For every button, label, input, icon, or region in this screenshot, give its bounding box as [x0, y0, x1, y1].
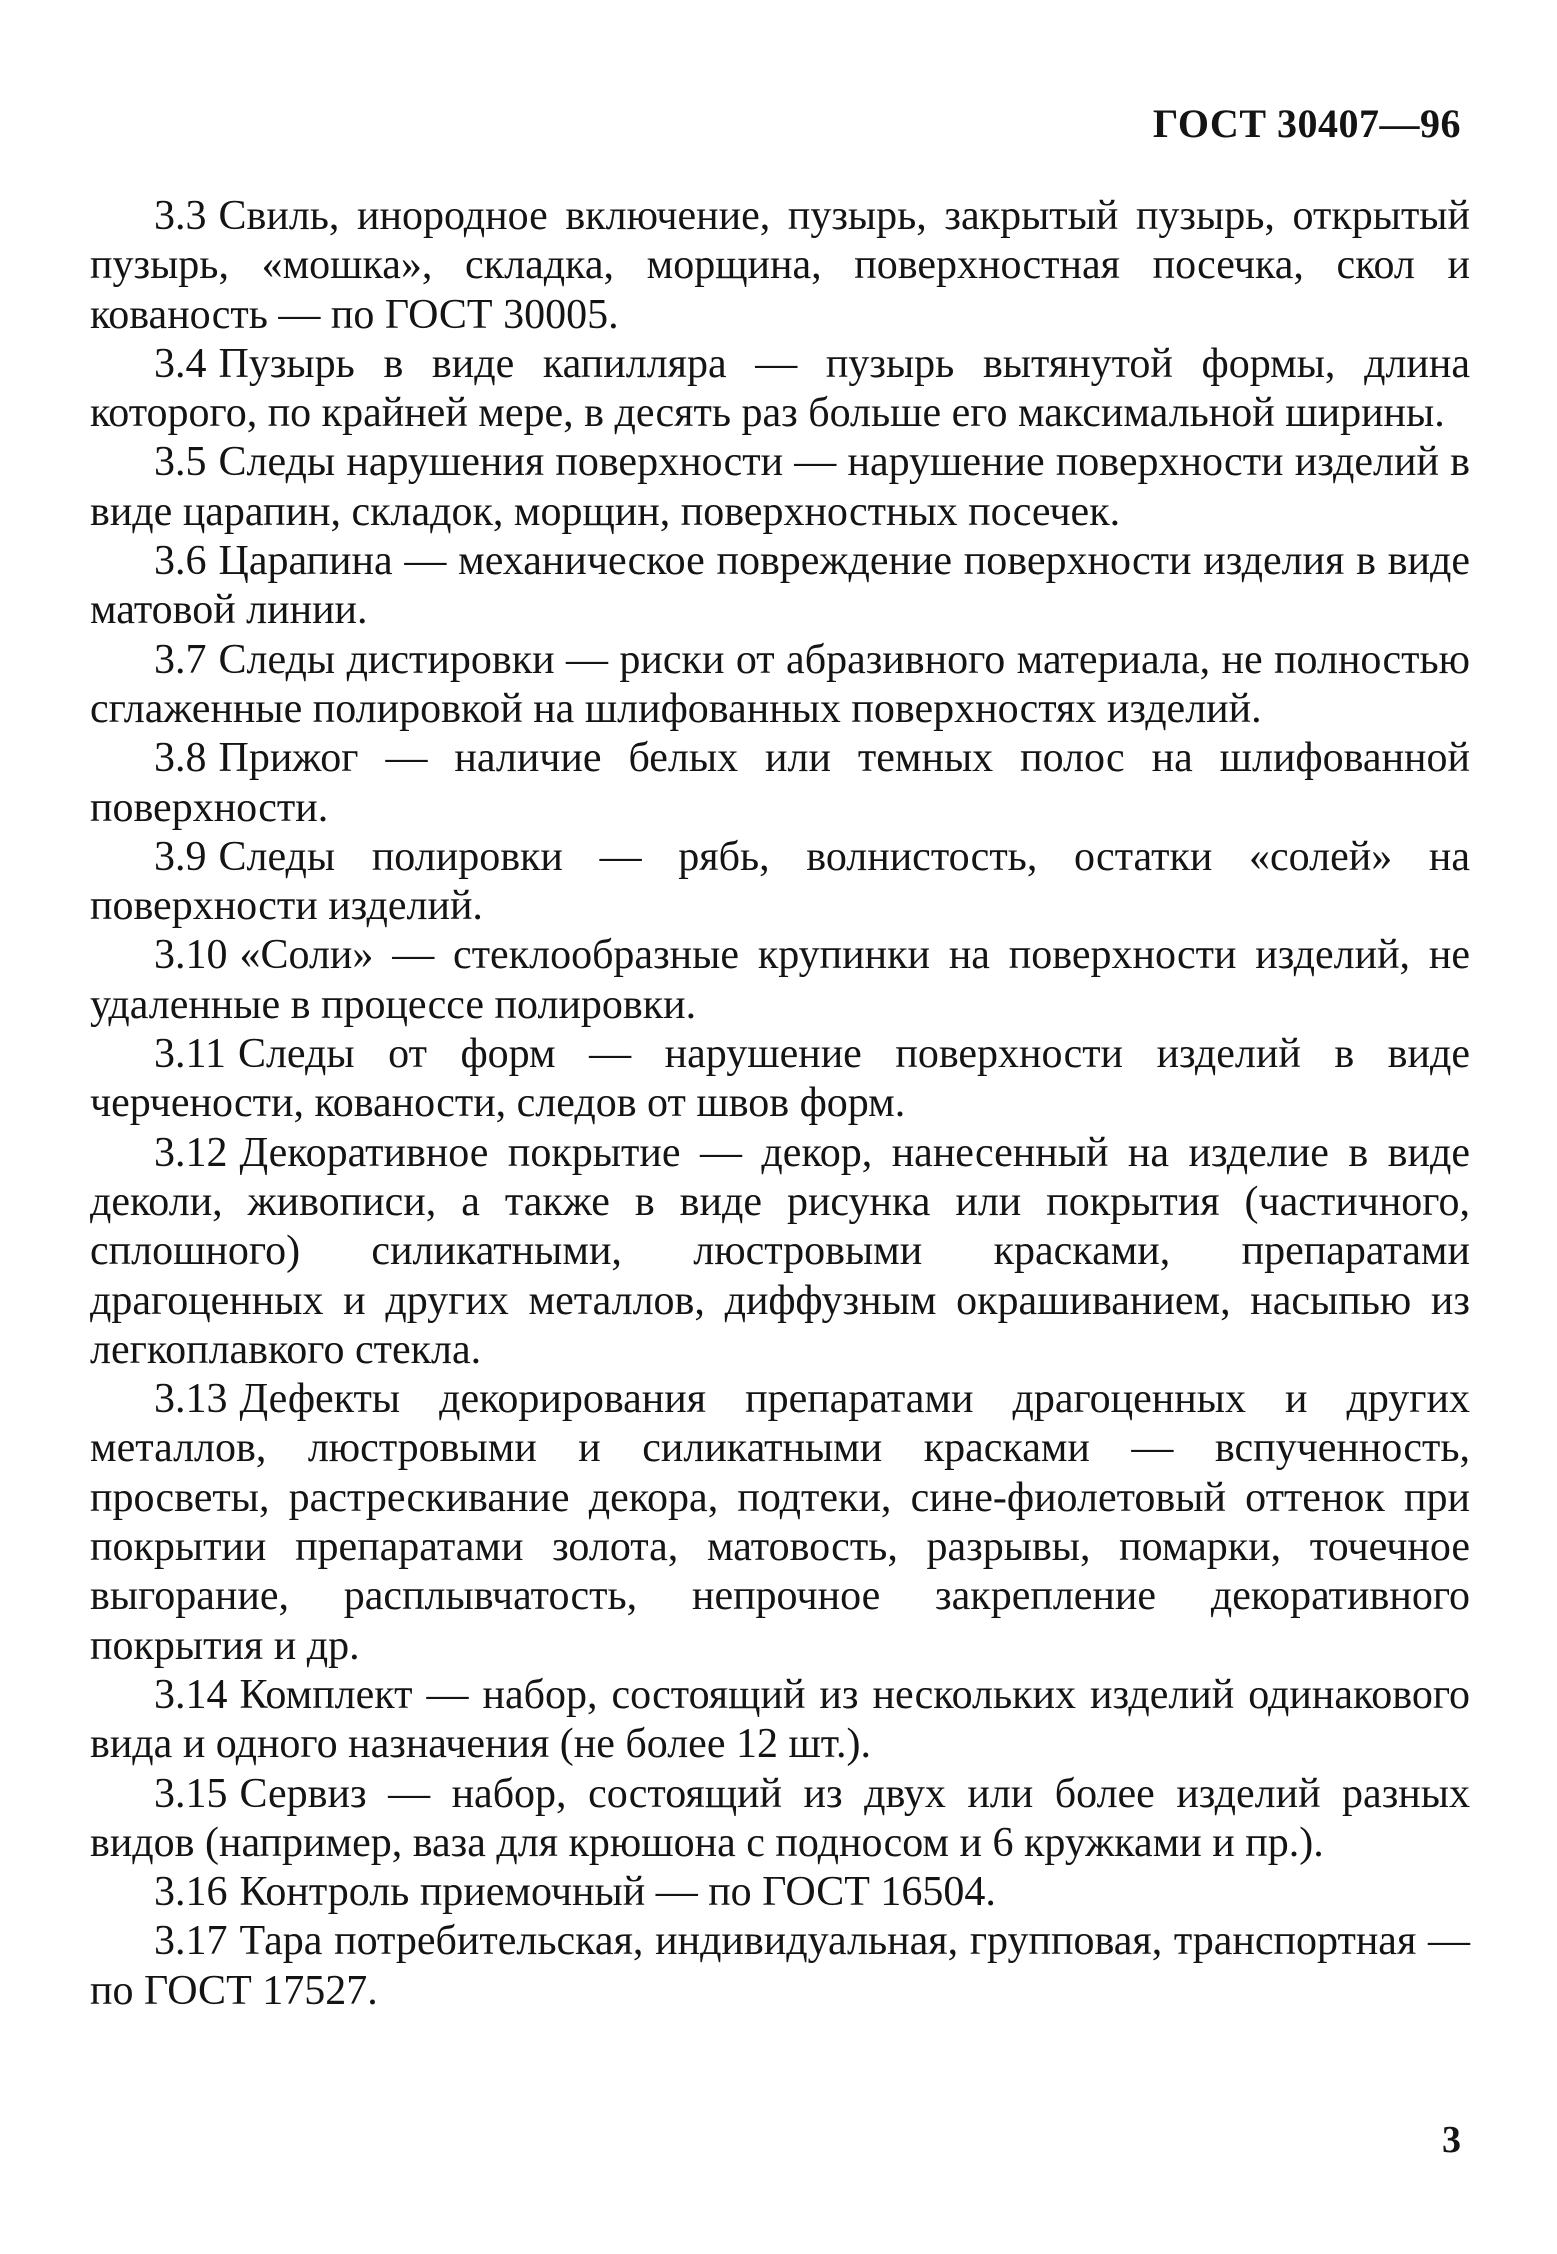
clause-number: 3.9	[154, 833, 207, 880]
clause-3-5	[90, 438, 1470, 537]
clause-text: Следы от форм — нарушение поверхности изделий в виде черчености, кованости, следов от швов форм.	[90, 1031, 1470, 1127]
clause-3-15	[90, 1770, 1470, 1869]
clause-3-7	[90, 636, 1470, 735]
clause-3-12	[90, 1129, 1470, 1375]
clause-text: Свиль, инородное включение, пузырь, закрытый пузырь, открытый пузырь, «мошка», складка, морщина, поверхностная посечка, скол и кованость — по ГОСТ 30005.	[90, 193, 1470, 338]
clause-number: 3.14	[154, 1671, 228, 1718]
clause-number: 3.12	[154, 1129, 228, 1176]
clause-3-13	[90, 1375, 1470, 1671]
clause-3-8	[90, 734, 1470, 833]
clause-number: 3.17	[154, 1918, 228, 1965]
clause-text: Следы дистировки — риски от абразивного материала, не полностью сглаженные полировкой на шлифованных поверхностях изделий.	[90, 636, 1470, 732]
clause-3-16	[90, 1868, 1470, 1917]
clause-number: 3.7	[154, 636, 207, 683]
clause-text: Пузырь в виде капилляра — пузырь вытянутой формы, длина которого, по крайней мере, в десять раз больше его максимальной ширины.	[90, 340, 1470, 437]
clause-text: Комплект — набор, состоящий из нескольких изделий одинакового вида и одного назначения (не более 12 шт.).	[90, 1671, 1470, 1768]
clause-3-3	[90, 192, 1470, 340]
clause-number: 3.16	[154, 1869, 228, 1916]
clause-text: Контроль приемочный — по ГОСТ 16504.	[239, 1869, 996, 1916]
clause-number: 3.4	[154, 340, 207, 387]
clause-text: Декоративное покрытие — декор, нанесенный на изделие в виде деколи, живописи, а также в виде рисунка или покрытия (частичного, сплошного) силикатными, люстровыми красками, препаратами драгоценных и других металлов, диффузным окрашиванием, насыпью из легкоплавкого стекла.	[90, 1129, 1470, 1373]
clause-text: «Соли» — стеклообразные крупинки на поверхности изделий, не удаленные в процессе полировки.	[90, 932, 1470, 1028]
clause-number: 3.3	[154, 193, 207, 239]
clause-3-11	[90, 1030, 1470, 1129]
clause-number: 3.5	[154, 439, 207, 486]
clause-3-10	[90, 931, 1470, 1030]
clause-text: Сервиз — набор, состоящий из двух или более изделий разных видов (например, ваза для крюшона с подносом и 6 кружками и пр.).	[90, 1770, 1470, 1866]
clause-number: 3.8	[154, 735, 207, 782]
page-number: 3	[1442, 2119, 1461, 2161]
clause-3-14	[90, 1671, 1470, 1770]
clause-number: 3.6	[154, 538, 207, 585]
clauses-list	[90, 192, 1470, 2016]
clause-3-4	[90, 340, 1470, 439]
clause-text: Тара потребительская, индивидуальная, групповая, транспортная — по ГОСТ 17527.	[90, 1918, 1470, 2014]
clause-3-6	[90, 537, 1470, 636]
clause-3-9	[90, 833, 1470, 932]
clause-number: 3.13	[154, 1376, 228, 1423]
clause-text: Дефекты декорирования препаратами драгоценных и других металлов, люстровыми и силикатными красками — вспученность, просветы, растрескивание декора, подтеки, сине-фиолетовый оттенок при покрытии препаратами золота, матовость, разрывы, помарки, точечное выгорание, расплывчатость, непрочное закрепление декоративного покрытия и др.	[90, 1376, 1470, 1669]
clause-3-17	[90, 1917, 1470, 2016]
clause-number: 3.15	[154, 1770, 228, 1817]
clause-text: Следы полировки — рябь, волнистость, остатки «солей» на поверхности изделий.	[90, 833, 1470, 930]
clause-text: Следы нарушения поверхности — нарушение поверхности изделий в виде царапин, складок, морщин, поверхностных посечек.	[90, 439, 1470, 535]
clause-text: Царапина — механическое повреждение поверхности изделия в виде матовой линии.	[90, 538, 1470, 634]
clause-number: 3.11	[154, 1031, 226, 1078]
standard-header: ГОСТ 30407—96	[1152, 101, 1461, 146]
clause-number: 3.10	[154, 932, 228, 979]
clause-text: Прижог — наличие белых или темных полос на шлифованной поверхности.	[90, 735, 1470, 831]
